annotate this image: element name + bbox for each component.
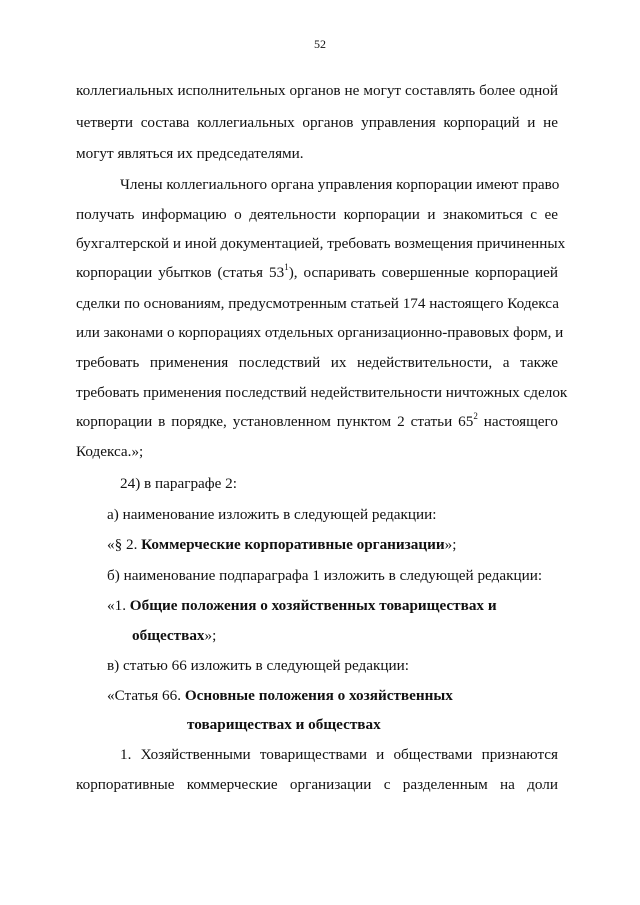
text-line: получать информацию о деятельности корпорации и знакомиться с ее <box>76 206 558 223</box>
text-line: корпоративные коммерческие организации с разделенным на доли <box>76 776 558 793</box>
text-run: «1. <box>107 597 130 614</box>
text-line: в) статью 66 изложить в следующей редакции: <box>107 657 409 674</box>
text-line <box>76 410 558 431</box>
text-line: 1. Хозяйственными товариществами и обществами признаются <box>120 746 558 763</box>
text-run: «§ 2. <box>107 536 142 553</box>
text-line <box>187 716 640 734</box>
text-line <box>107 687 589 705</box>
text-line: Члены коллегиального органа управления корпорации имеют право <box>120 176 560 193</box>
text-line <box>132 627 614 645</box>
text-line: могут являться их председателями. <box>76 145 304 162</box>
text-line: Кодекса.»; <box>76 443 144 460</box>
text-run: настоящего <box>477 413 558 430</box>
text-run: »; <box>444 536 457 553</box>
text-line: требовать применения последствий их недействительности, а также <box>76 354 558 371</box>
text-run: »; <box>204 627 217 644</box>
heading-text: Основные положения о хозяйственных <box>184 687 453 704</box>
heading-text: Коммерческие корпоративные организации <box>141 536 445 553</box>
text-line <box>107 597 589 615</box>
text-run: корпорации в порядке, установленном пунктом 2 статьи 65 <box>76 413 474 430</box>
text-line <box>107 536 589 554</box>
heading-text: Общие положения о хозяйственных товариществах и <box>129 597 497 614</box>
text-line: сделки по основаниям, предусмотренным статьей 174 настоящего Кодекса <box>76 295 559 312</box>
text-line: коллегиальных исполнительных органов не могут составлять более одной <box>76 82 558 99</box>
text-line: 24) в параграфе 2: <box>120 475 237 492</box>
text-line: бухгалтерской и иной документацией, требовать возмещения причиненных <box>76 235 566 252</box>
heading-text: товариществах и обществах <box>187 716 381 733</box>
text-line: требовать применения последствий недействительности ничтожных сделок <box>76 384 568 401</box>
page-number: 52 <box>314 37 326 51</box>
superscript: 2 <box>473 410 478 421</box>
heading-text: обществах <box>132 627 205 644</box>
text-line: б) наименование подпараграфа 1 изложить в следующей редакции: <box>107 567 543 584</box>
text-line: четверти состава коллегиальных органов управления корпораций и не <box>76 114 558 131</box>
text-run: ), оспаривать совершенные корпорацией <box>288 264 558 281</box>
text-run: «Статья 66. <box>107 687 185 704</box>
text-line: а) наименование изложить в следующей редакции: <box>107 506 437 523</box>
text-line: или законами о корпорациях отдельных организационно-правовых форм, и <box>76 324 564 341</box>
text-run: корпорации убытков (статья 53 <box>76 264 285 281</box>
superscript: 1 <box>284 261 289 272</box>
text-line <box>76 261 558 282</box>
